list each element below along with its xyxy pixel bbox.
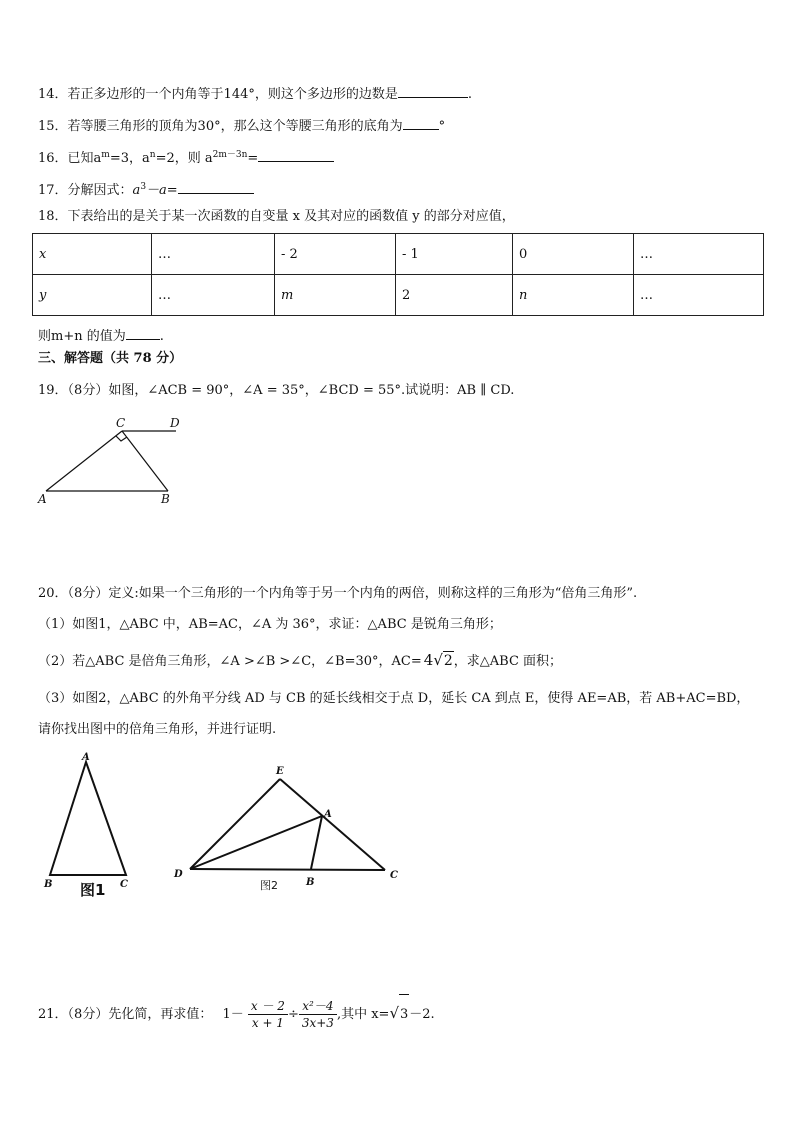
q18-value-table bbox=[32, 233, 764, 316]
table-cell: … bbox=[640, 246, 653, 262]
section-3-heading: 三、解答题（共 78 分） bbox=[38, 351, 183, 366]
segment-de bbox=[190, 779, 280, 869]
q20-figure-1 bbox=[36, 750, 146, 900]
question-20 bbox=[38, 585, 637, 603]
q19-figure bbox=[30, 410, 200, 510]
table-row bbox=[33, 234, 764, 275]
q20-p3a: （3）如图2，△ABC 的外角平分线 AD 与 CB 的延长线相交于点 D，延长 CA 到点 E，使得 AE=AB，若 AB+AC=BD， bbox=[38, 691, 750, 706]
question-15 bbox=[38, 115, 445, 136]
q21-fraction-1 bbox=[248, 998, 288, 1031]
q15-answer-blank[interactable] bbox=[403, 115, 439, 130]
q17-answer-blank[interactable] bbox=[178, 179, 254, 194]
q15-text: 15．若等腰三角形的顶角为30°，那么这个等腰三角形的底角为 bbox=[38, 119, 403, 134]
segment-ec bbox=[280, 779, 385, 870]
table-cell: - 1 bbox=[402, 246, 419, 262]
table-cell: 2 bbox=[402, 287, 411, 303]
segment-ab bbox=[311, 816, 322, 869]
q17-exp3: 3 bbox=[140, 182, 147, 192]
table-row bbox=[33, 275, 764, 316]
segment-ac bbox=[46, 431, 122, 491]
question-16 bbox=[38, 146, 334, 168]
figure-1-caption: 图1 bbox=[80, 881, 106, 899]
q18-after-end: . bbox=[159, 329, 164, 344]
q16-prefix: 16．已知a bbox=[38, 151, 102, 166]
segment-da bbox=[190, 816, 322, 869]
question-21 bbox=[38, 993, 435, 1035]
q19-text: 19．（8分）如图，∠ACB = 90°，∠A = 35°，∠BCD = 55°.试说明：AB ∥ CD. bbox=[38, 383, 515, 398]
q16-answer-blank[interactable] bbox=[258, 147, 334, 162]
q17-expr-a: a bbox=[132, 183, 141, 198]
segment-cb bbox=[122, 431, 168, 491]
q20-p2-radicand: 2 bbox=[443, 653, 453, 669]
table-cell: m bbox=[281, 287, 294, 303]
q14-end: . bbox=[467, 87, 472, 102]
question-17 bbox=[38, 178, 254, 200]
q20-p1-text: （1）如图1，△ABC 中，AB=AC，∠A 为 36°，求证：△ABC 是锐角三角形； bbox=[38, 617, 502, 632]
q20-figure-2 bbox=[168, 760, 408, 895]
q16-exp-n: n bbox=[149, 150, 156, 160]
table-cell: n bbox=[519, 287, 528, 303]
figure-2-caption: 图2 bbox=[260, 879, 278, 892]
q21-f2-denominator: 3x+3 bbox=[301, 1016, 334, 1030]
table-cell: y bbox=[39, 287, 47, 303]
segment-dc bbox=[190, 869, 385, 870]
q18-after: 则m+n 的值为 bbox=[38, 329, 126, 344]
label-d: D bbox=[174, 869, 183, 880]
q21-pre: 21．（8分）先化简，再求值： bbox=[38, 1007, 213, 1022]
q21-div: ÷ bbox=[287, 1007, 299, 1022]
q20-part3-line2 bbox=[38, 721, 276, 739]
q20-p2-coef: 4 bbox=[423, 651, 434, 669]
q17-expr-rest: －a= bbox=[146, 183, 178, 198]
q20-p3b: 请你找出图中的倍角三角形，并进行证明. bbox=[38, 722, 277, 737]
q21-one: 1－ bbox=[222, 1007, 244, 1022]
question-18 bbox=[38, 208, 515, 226]
question-14 bbox=[38, 83, 472, 104]
table-cell: 0 bbox=[519, 246, 528, 262]
q20-text: 20．（8分）定义:如果一个三角形的一个内角等于另一个内角的两倍，则称这样的三角形为“倍角三角形”. bbox=[38, 586, 638, 601]
q16-mid1: =3，a bbox=[109, 151, 150, 166]
triangle-abc bbox=[50, 762, 126, 875]
label-b: B bbox=[44, 879, 53, 890]
q17-prefix: 17．分解因式： bbox=[38, 183, 133, 198]
q21-f1-numerator: x － 2 bbox=[248, 998, 288, 1015]
label-c: C bbox=[116, 416, 126, 430]
label-a: A bbox=[324, 809, 332, 820]
q21-mid: ,其中 x= bbox=[336, 1007, 390, 1022]
table-cell: … bbox=[158, 287, 171, 303]
q16-mid2: =2，则 a bbox=[155, 151, 213, 166]
q21-radicand: 3 bbox=[399, 994, 409, 1035]
sqrt-sign: √ bbox=[433, 651, 443, 669]
q15-end: ° bbox=[438, 119, 446, 134]
table-cell: x bbox=[39, 246, 47, 262]
q18-question bbox=[38, 325, 164, 346]
q20-part2 bbox=[38, 651, 562, 671]
q14-text: 14．若正多边形的一个内角等于144°，则这个多边形的边数是 bbox=[38, 87, 398, 102]
q16-exp-2m3n: 2m－3n bbox=[212, 150, 248, 160]
label-b: B bbox=[161, 492, 170, 506]
q16-exp-m: m bbox=[101, 150, 110, 160]
sqrt-sign: √ bbox=[389, 1004, 399, 1022]
q14-answer-blank[interactable] bbox=[398, 83, 468, 98]
label-a: A bbox=[82, 752, 90, 763]
q20-part3-line1 bbox=[38, 690, 749, 708]
q20-part1 bbox=[38, 616, 502, 634]
table-cell: … bbox=[640, 287, 653, 303]
question-19 bbox=[38, 382, 514, 400]
table-cell: - 2 bbox=[281, 246, 298, 262]
q21-f2-numerator: x²－4 bbox=[299, 998, 337, 1015]
table-cell: … bbox=[158, 246, 171, 262]
right-angle-mark bbox=[116, 436, 127, 441]
q21-end: －2. bbox=[409, 1007, 435, 1022]
q20-p2-post: ，求△ABC 面积； bbox=[453, 654, 563, 669]
label-b: B bbox=[306, 877, 315, 888]
q21-f1-denominator: x + 1 bbox=[251, 1016, 284, 1030]
q16-end: = bbox=[247, 151, 259, 166]
label-d: D bbox=[170, 416, 180, 430]
label-c: C bbox=[120, 879, 128, 890]
q21-fraction-2 bbox=[299, 998, 337, 1031]
label-c: C bbox=[390, 870, 398, 881]
label-e: E bbox=[276, 766, 284, 777]
q20-p2-pre: （2）若△ABC 是倍角三角形，∠A >∠B >∠C，∠B=30°，AC= bbox=[38, 654, 422, 669]
label-a: A bbox=[38, 492, 47, 506]
q18-text: 18．下表给出的是关于某一次函数的自变量 x 及其对应的函数值 y 的部分对应值， bbox=[38, 209, 515, 224]
q18-answer-blank[interactable] bbox=[126, 325, 160, 340]
